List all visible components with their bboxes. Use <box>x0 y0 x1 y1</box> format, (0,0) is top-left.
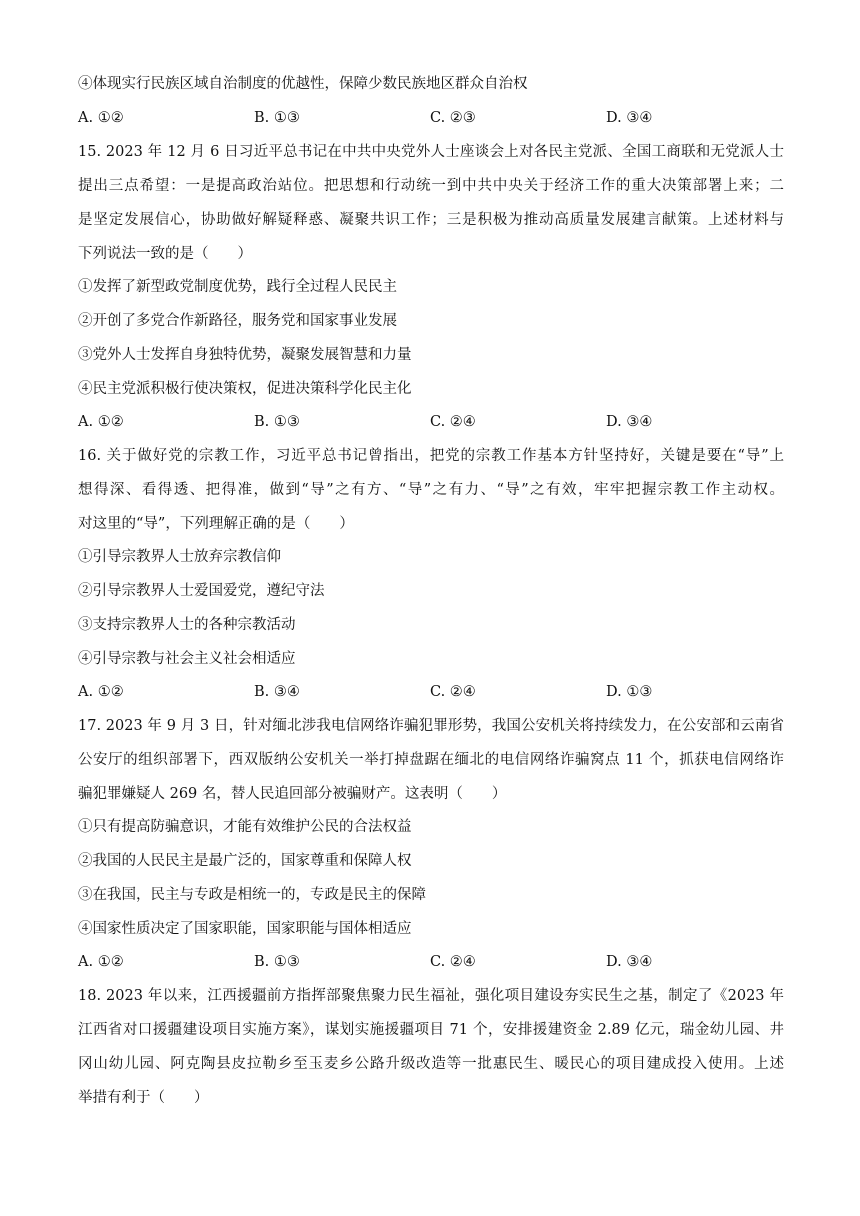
q15-stem-line: 15. 2023 年 12 月 6 日习近平总书记在中共中央党外人士座谈会上对各民主党派、全国工商联和无党派人士 <box>78 144 784 160</box>
q16-item-2: ②引导宗教界人士爱国爱党，遵纪守法 <box>78 583 325 599</box>
q14-option-b: B. ①③ <box>254 110 300 126</box>
q17-option-d: D. ③④ <box>606 954 653 970</box>
q16-option-b: B. ③④ <box>254 684 300 700</box>
q14-option-a: A. ①② <box>78 110 124 126</box>
q16-item-1: ①引导宗教界人士放弃宗教信仰 <box>78 549 281 565</box>
q17-option-c: C. ②④ <box>430 954 476 970</box>
q17-option-b: B. ①③ <box>254 954 300 970</box>
q18-stem-line: 冈山幼儿园、阿克陶县皮拉勒乡至玉麦乡公路升级改造等一批惠民生、暖民心的项目建成投入使用。上述 <box>78 1056 784 1072</box>
q15-stem-line: 是坚定发展信心，协助做好解疑释惑、凝聚共识工作；三是积极为推动高质量发展建言献策。上述材料与 <box>78 212 784 228</box>
q16-stem-line: 对这里的“导”，下列理解正确的是（ ） <box>78 516 354 532</box>
q15-option-d: D. ③④ <box>606 414 653 430</box>
q14-option-d: D. ③④ <box>606 110 653 126</box>
q16-item-3: ③支持宗教界人士的各种宗教活动 <box>78 617 296 633</box>
q15-item-4: ④民主党派积极行使决策权，促进决策科学化民主化 <box>78 381 412 397</box>
q18-stem-line: 举措有利于（ ） <box>78 1090 209 1106</box>
q15-option-a: A. ①② <box>78 414 124 430</box>
q15-options <box>78 412 784 432</box>
q16-options <box>78 682 784 702</box>
q17-stem-line: 骗犯罪嫌疑人 269 名，替人民追回部分被骗财产。这表明（ ） <box>78 786 507 802</box>
q14-option-c: C. ②③ <box>430 110 476 126</box>
q17-item-2: ②我国的人民民主是最广泛的，国家尊重和保障人权 <box>78 853 412 869</box>
q18-stem-line: 江西省对口援疆建设项目实施方案》，谋划实施援疆项目 71 个，安排援建资金 2.89 亿元，瑞金幼儿园、井 <box>78 1022 784 1038</box>
q16-stem-line: 想得深、看得透、把得准，做到“导”之有方、“导”之有力、“导”之有效，牢牢把握宗教工作主动权。 <box>78 482 784 498</box>
q16-stem-line: 16. 关于做好党的宗教工作，习近平总书记曾指出，把党的宗教工作基本方针坚持好，关键是要在“导”上 <box>78 448 784 464</box>
q17-item-3: ③在我国，民主与专政是相统一的，专政是民主的保障 <box>78 887 426 903</box>
q17-options <box>78 952 784 972</box>
q14-item-4: ④体现实行民族区域自治制度的优越性，保障少数民族地区群众自治权 <box>78 76 528 92</box>
q17-option-a: A. ①② <box>78 954 124 970</box>
q15-item-3: ③党外人士发挥自身独特优势，凝聚发展智慧和力量 <box>78 347 412 363</box>
q15-item-1: ①发挥了新型政党制度优势，践行全过程人民民主 <box>78 279 397 295</box>
q17-stem-line: 17. 2023 年 9 月 3 日，针对缅北涉我电信网络诈骗犯罪形势，我国公安机关将持续发力，在公安部和云南省 <box>78 718 784 734</box>
q15-item-2: ②开创了多党合作新路径，服务党和国家事业发展 <box>78 313 397 329</box>
q16-option-c: C. ②④ <box>430 684 476 700</box>
q15-option-b: B. ①③ <box>254 414 300 430</box>
q15-option-c: C. ②④ <box>430 414 476 430</box>
q18-stem-line: 18. 2023 年以来，江西援疆前方指挥部聚焦聚力民生福祉，强化项目建设夯实民生之基，制定了《2023 年 <box>78 988 784 1004</box>
q16-option-d: D. ①③ <box>606 684 653 700</box>
q15-stem-line: 提出三点希望：一是提高政治站位。把思想和行动统一到中共中央关于经济工作的重大决策部署上来；二 <box>78 178 784 194</box>
q17-stem-line: 公安厅的组织部署下，西双版纳公安机关一举打掉盘踞在缅北的电信网络诈骗窝点 11 个，抓获电信网络诈 <box>78 752 784 768</box>
q17-item-1: ①只有提高防骗意识，才能有效维护公民的合法权益 <box>78 819 412 835</box>
q16-option-a: A. ①② <box>78 684 124 700</box>
q14-options <box>78 108 784 128</box>
q16-item-4: ④引导宗教与社会主义社会相适应 <box>78 651 296 667</box>
q17-item-4: ④国家性质决定了国家职能，国家职能与国体相适应 <box>78 921 412 937</box>
q15-stem-line: 下列说法一致的是（ ） <box>78 246 252 262</box>
